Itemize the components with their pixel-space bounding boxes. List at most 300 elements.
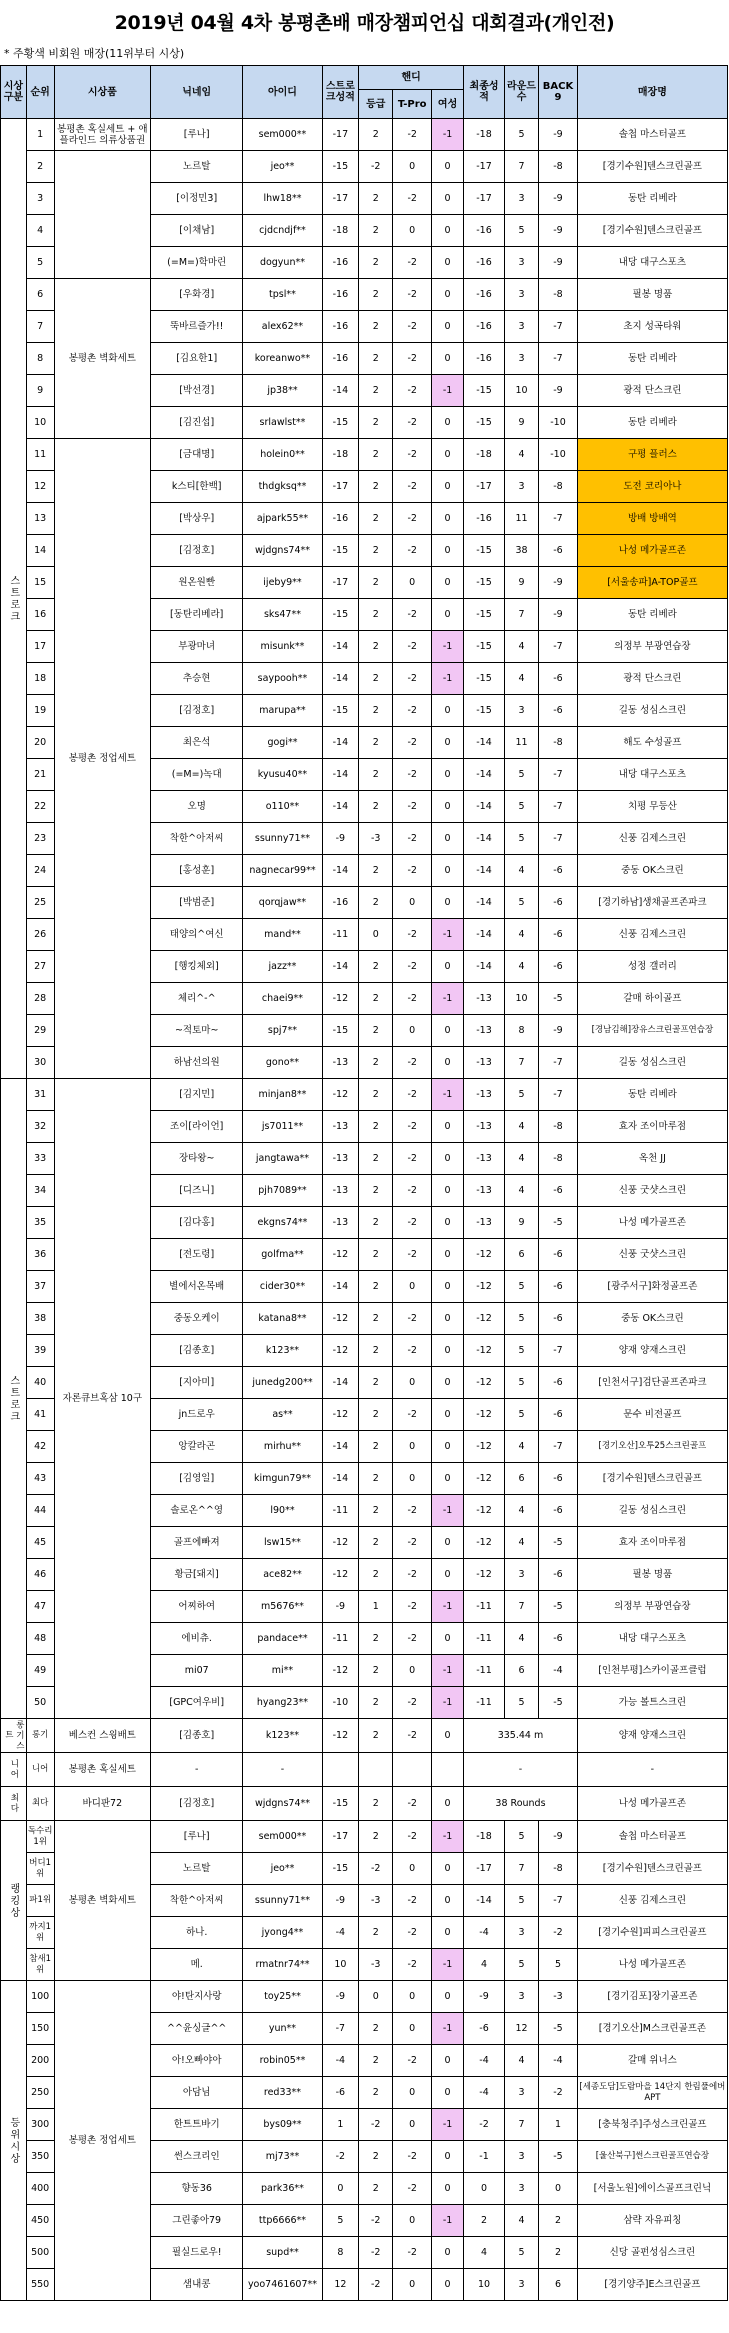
tpro-cell: -2 — [393, 1885, 432, 1917]
round-cell: 4 — [504, 2205, 538, 2237]
rank-cell: 9 — [26, 375, 54, 407]
rank-cell: 24 — [26, 855, 54, 887]
tpro-cell: -2 — [393, 919, 432, 951]
final-cell: -1 — [464, 2141, 505, 2173]
id-cell: sem000** — [243, 1821, 322, 1853]
back9-cell: -9 — [539, 1015, 578, 1047]
female-cell: 0 — [431, 1463, 463, 1495]
final-cell: 2 — [464, 2205, 505, 2237]
store-cell: - — [577, 1753, 727, 1787]
round-cell: 3 — [504, 1917, 538, 1949]
back9-cell: -7 — [539, 1079, 578, 1111]
id-cell: katana8** — [243, 1303, 322, 1335]
tpro-cell: 0 — [393, 215, 432, 247]
tpro-cell: -2 — [393, 375, 432, 407]
tpro-cell: 0 — [393, 567, 432, 599]
store-cell: 삼략 자유피칭 — [577, 2205, 727, 2237]
final-cell: -12 — [464, 1559, 505, 1591]
round-cell: 5 — [504, 1885, 538, 1917]
store-cell: 신풍 김제스크린 — [577, 823, 727, 855]
final-cell: -15 — [464, 535, 505, 567]
nickname-cell: [김요한1] — [151, 343, 243, 375]
tpro-cell: -2 — [393, 823, 432, 855]
rank-cell: 45 — [26, 1527, 54, 1559]
final-cell: -12 — [464, 1527, 505, 1559]
id-cell: spj7** — [243, 1015, 322, 1047]
female-cell: -1 — [431, 2205, 463, 2237]
final-cell: -11 — [464, 1687, 505, 1719]
grade-cell: 2 — [359, 247, 393, 279]
rank-cell: 250 — [26, 2077, 54, 2109]
id-cell: kimgun79** — [243, 1463, 322, 1495]
store-cell: [충북청주]주성스크린골프 — [577, 2109, 727, 2141]
id-cell: ace82** — [243, 1559, 322, 1591]
back9-cell: -8 — [539, 471, 578, 503]
nickname-cell: 조이[라이언] — [151, 1111, 243, 1143]
grade-cell: -2 — [359, 151, 393, 183]
round-cell: 4 — [504, 951, 538, 983]
tpro-cell: 0 — [393, 1853, 432, 1885]
header-female: 여성 — [431, 90, 463, 119]
store-cell: 해도 수성골프 — [577, 727, 727, 759]
store-cell: 신풍 굿샷스크린 — [577, 1175, 727, 1207]
female-cell: 0 — [431, 1047, 463, 1079]
stroke-cell: -7 — [322, 2013, 358, 2045]
tpro-cell: -2 — [393, 1527, 432, 1559]
stroke-cell: -17 — [322, 1821, 358, 1853]
back9-cell: -9 — [539, 375, 578, 407]
nickname-cell: 에비츄. — [151, 1623, 243, 1655]
nickname-cell: 그린좋아79 — [151, 2205, 243, 2237]
tpro-cell: 0 — [393, 2109, 432, 2141]
round-cell: 5 — [504, 823, 538, 855]
nickname-cell: 아!오빠야아 — [151, 2045, 243, 2077]
final-cell: -12 — [464, 1303, 505, 1335]
round-cell: 3 — [504, 2269, 538, 2301]
round-cell: 12 — [504, 2013, 538, 2045]
final-cell: -13 — [464, 1175, 505, 1207]
back9-cell: -9 — [539, 599, 578, 631]
header-back9: BACK 9 — [539, 66, 578, 119]
final-cell: -13 — [464, 1079, 505, 1111]
nickname-cell: 중동오케이 — [151, 1303, 243, 1335]
store-cell: [광주서구]화정골프존 — [577, 1271, 727, 1303]
store-cell: 의정부 부광연습장 — [577, 1591, 727, 1623]
id-cell: cjdcndjf** — [243, 215, 322, 247]
rank-cell: 31 — [26, 1079, 54, 1111]
id-cell: jeo** — [243, 1853, 322, 1885]
back9-cell: -5 — [539, 2013, 578, 2045]
final-cell: -13 — [464, 1143, 505, 1175]
nickname-cell: [이채남] — [151, 215, 243, 247]
tpro-cell: -2 — [393, 983, 432, 1015]
store-cell: 나성 메가골프존 — [577, 1949, 727, 1981]
tpro-cell: -2 — [393, 119, 432, 151]
rank-cell: 32 — [26, 1111, 54, 1143]
prize-cell: 봉평촌 혹실세트 — [54, 1753, 151, 1787]
stroke-cell: -14 — [322, 855, 358, 887]
page-title: 2019년 04월 4차 봉평촌배 매장챔피언십 대회결과(개인전) — [114, 12, 615, 34]
stroke-cell: -12 — [322, 983, 358, 1015]
rank-cell: 11 — [26, 439, 54, 471]
id-cell: m5676** — [243, 1591, 322, 1623]
grade-cell: 2 — [359, 471, 393, 503]
rank-cell: 파1위 — [26, 1885, 54, 1917]
final-cell: -15 — [464, 631, 505, 663]
back9-cell: -6 — [539, 855, 578, 887]
round-cell: 4 — [504, 919, 538, 951]
female-cell: 0 — [431, 951, 463, 983]
final-cell: -12 — [464, 1367, 505, 1399]
nickname-cell: 향동36 — [151, 2173, 243, 2205]
final-cell: -17 — [464, 183, 505, 215]
tpro-cell — [393, 1753, 432, 1787]
round-cell: 11 — [504, 503, 538, 535]
nickname-cell: 장타왕~ — [151, 1143, 243, 1175]
tpro-cell: -2 — [393, 1949, 432, 1981]
tpro-cell: 0 — [393, 1015, 432, 1047]
store-cell: 내당 대구스포츠 — [577, 759, 727, 791]
store-cell: 도전 코리아나 — [577, 471, 727, 503]
grade-cell: 2 — [359, 599, 393, 631]
rank-cell: 43 — [26, 1463, 54, 1495]
store-cell: 갈매 하이골프 — [577, 983, 727, 1015]
back9-cell: -5 — [539, 1687, 578, 1719]
stroke-cell: -15 — [322, 1787, 358, 1821]
grade-cell: 2 — [359, 1079, 393, 1111]
tpro-cell: -2 — [393, 1079, 432, 1111]
store-cell: 옥천 JJ — [577, 1143, 727, 1175]
back9-cell: -5 — [539, 2141, 578, 2173]
stroke-cell: -14 — [322, 375, 358, 407]
grade-cell: 2 — [359, 1559, 393, 1591]
grade-cell: 2 — [359, 1303, 393, 1335]
round-cell: 3 — [504, 343, 538, 375]
stroke-cell: -14 — [322, 1431, 358, 1463]
rank-cell: 7 — [26, 311, 54, 343]
female-cell: 0 — [431, 1175, 463, 1207]
grade-cell: -2 — [359, 2269, 393, 2301]
grade-cell: 0 — [359, 1981, 393, 2013]
final-cell: -17 — [464, 471, 505, 503]
female-cell: 0 — [431, 791, 463, 823]
final-cell: -13 — [464, 1207, 505, 1239]
final-cell: -12 — [464, 1399, 505, 1431]
header-final: 최종성적 — [464, 66, 505, 119]
id-cell: o110** — [243, 791, 322, 823]
back9-cell: -5 — [539, 1527, 578, 1559]
final-cell: -15 — [464, 407, 505, 439]
award-group: 롱기스트 — [1, 1719, 27, 1753]
back9-cell: -6 — [539, 663, 578, 695]
female-cell: 0 — [431, 1239, 463, 1271]
stroke-cell: -13 — [322, 1111, 358, 1143]
tpro-cell: 0 — [393, 2013, 432, 2045]
nickname-cell: 최은석 — [151, 727, 243, 759]
female-cell: -1 — [431, 919, 463, 951]
back9-cell: -7 — [539, 823, 578, 855]
store-cell: 효자 조이마루점 — [577, 1527, 727, 1559]
prize-cell: 봉평촌 정업세트 — [54, 439, 151, 1079]
round-cell: 5 — [504, 1271, 538, 1303]
stroke-cell: -9 — [322, 1885, 358, 1917]
rank-cell: 최다 — [26, 1787, 54, 1821]
tpro-cell: -2 — [393, 855, 432, 887]
id-cell: sks47** — [243, 599, 322, 631]
female-cell: -1 — [431, 2109, 463, 2141]
stroke-cell: -16 — [322, 279, 358, 311]
stroke-cell: 0 — [322, 2173, 358, 2205]
female-cell: 0 — [431, 471, 463, 503]
stroke-cell: -14 — [322, 1271, 358, 1303]
grade-cell: 2 — [359, 1463, 393, 1495]
round-cell: 4 — [504, 1175, 538, 1207]
store-cell: 필봉 명품 — [577, 1559, 727, 1591]
nickname-cell: [동탄리베라] — [151, 599, 243, 631]
nickname-cell: 추승현 — [151, 663, 243, 695]
id-cell: wjdgns74** — [243, 535, 322, 567]
stroke-cell: -4 — [322, 1917, 358, 1949]
rank-cell: 4 — [26, 215, 54, 247]
note-text: * 주황색 비회원 매장(11위부터 시상) — [4, 47, 185, 60]
round-cell: 7 — [504, 1853, 538, 1885]
grade-cell — [359, 1753, 393, 1787]
female-cell: 0 — [431, 535, 463, 567]
nickname-cell: 한트트바기 — [151, 2109, 243, 2141]
final-cell: -14 — [464, 791, 505, 823]
nickname-cell: [김진섭] — [151, 407, 243, 439]
id-cell: cider30** — [243, 1271, 322, 1303]
tpro-cell: -2 — [393, 439, 432, 471]
tpro-cell: -2 — [393, 2045, 432, 2077]
award-group: 니어 — [1, 1753, 27, 1787]
stroke-cell: 10 — [322, 1949, 358, 1981]
grade-cell: 2 — [359, 1271, 393, 1303]
nickname-cell: jn드로우 — [151, 1399, 243, 1431]
stroke-cell: -12 — [322, 1655, 358, 1687]
store-cell: 길동 성심스크린 — [577, 695, 727, 727]
nickname-cell: [김정호] — [151, 535, 243, 567]
back9-cell: -8 — [539, 151, 578, 183]
store-cell: 문수 비전골프 — [577, 1399, 727, 1431]
round-cell: 7 — [504, 2109, 538, 2141]
nickname-cell: [박선경] — [151, 375, 243, 407]
prize-cell: 봉평촌 정업세트 — [54, 1981, 151, 2301]
stroke-cell: -15 — [322, 1853, 358, 1885]
rank-cell: 350 — [26, 2141, 54, 2173]
nickname-cell: k스티[한백] — [151, 471, 243, 503]
grade-cell: -3 — [359, 823, 393, 855]
round-cell: 10 — [504, 983, 538, 1015]
round-cell: 9 — [504, 1207, 538, 1239]
tpro-cell: -2 — [393, 503, 432, 535]
female-cell: 0 — [431, 2173, 463, 2205]
back9-cell: 1 — [539, 2109, 578, 2141]
nickname-cell: [박상우] — [151, 503, 243, 535]
rank-cell: 1 — [26, 119, 54, 151]
id-cell: hyang23** — [243, 1687, 322, 1719]
back9-cell: -7 — [539, 1335, 578, 1367]
grade-cell: 2 — [359, 407, 393, 439]
round-cell: 10 — [504, 375, 538, 407]
rank-cell: 8 — [26, 343, 54, 375]
back9-cell: -5 — [539, 1591, 578, 1623]
rank-cell: 36 — [26, 1239, 54, 1271]
store-cell: 치평 무등산 — [577, 791, 727, 823]
rank-cell: 니어 — [26, 1753, 54, 1787]
final-cell: -16 — [464, 311, 505, 343]
round-cell: 3 — [504, 279, 538, 311]
store-cell: 성정 갤러리 — [577, 951, 727, 983]
back9-cell: -6 — [539, 1367, 578, 1399]
grade-cell: 2 — [359, 2045, 393, 2077]
store-cell: [경기수원]텐스크린골프 — [577, 215, 727, 247]
stroke-cell: -16 — [322, 887, 358, 919]
id-cell: mand** — [243, 919, 322, 951]
stroke-cell: -16 — [322, 247, 358, 279]
grade-cell: -2 — [359, 2109, 393, 2141]
tpro-cell: -2 — [393, 1821, 432, 1853]
nickname-cell: 아담님 — [151, 2077, 243, 2109]
female-cell: 0 — [431, 2045, 463, 2077]
stroke-cell: -12 — [322, 1719, 358, 1753]
nickname-cell: (=M=)녹대 — [151, 759, 243, 791]
round-cell: 5 — [504, 1335, 538, 1367]
round-cell: 3 — [504, 471, 538, 503]
back9-cell: -9 — [539, 119, 578, 151]
grade-cell: 2 — [359, 215, 393, 247]
rank-cell: 참새1위 — [26, 1949, 54, 1981]
back9-cell: -6 — [539, 1495, 578, 1527]
final-cell: -12 — [464, 1271, 505, 1303]
rank-cell: 18 — [26, 663, 54, 695]
tpro-cell: -2 — [393, 247, 432, 279]
nickname-cell: [김지민] — [151, 1079, 243, 1111]
stroke-cell: -15 — [322, 695, 358, 727]
tpro-cell: 0 — [393, 2269, 432, 2301]
tpro-cell: -2 — [393, 1207, 432, 1239]
rank-cell: 17 — [26, 631, 54, 663]
grade-cell: 2 — [359, 887, 393, 919]
back9-cell: -8 — [539, 279, 578, 311]
back9-cell: -6 — [539, 919, 578, 951]
stroke-cell: -15 — [322, 151, 358, 183]
round-cell: 38 — [504, 535, 538, 567]
round-cell: 5 — [504, 791, 538, 823]
female-cell: 0 — [431, 2141, 463, 2173]
id-cell: mj73** — [243, 2141, 322, 2173]
tpro-cell: -2 — [393, 759, 432, 791]
stroke-cell: -4 — [322, 2045, 358, 2077]
final-cell: -2 — [464, 2109, 505, 2141]
back9-cell: -7 — [539, 759, 578, 791]
female-cell: 0 — [431, 1787, 463, 1821]
nickname-cell: 오명 — [151, 791, 243, 823]
grade-cell: 2 — [359, 1655, 393, 1687]
id-cell: alex62** — [243, 311, 322, 343]
store-cell: 길동 성심스크린 — [577, 1495, 727, 1527]
tpro-cell: 0 — [393, 1431, 432, 1463]
female-cell: 0 — [431, 1143, 463, 1175]
stroke-cell: -13 — [322, 1207, 358, 1239]
id-cell: lsw15** — [243, 1527, 322, 1559]
nickname-cell: [김종호] — [151, 1719, 243, 1753]
table-row — [1, 1981, 728, 2013]
female-cell: -1 — [431, 1687, 463, 1719]
nickname-cell: 노르탈 — [151, 151, 243, 183]
back9-cell: -9 — [539, 247, 578, 279]
stroke-cell: -17 — [322, 183, 358, 215]
rank-cell: 23 — [26, 823, 54, 855]
round-cell: 3 — [504, 2141, 538, 2173]
back9-cell: -6 — [539, 1399, 578, 1431]
store-cell: [서울노원]에이스골프크린닉 — [577, 2173, 727, 2205]
rank-cell: 3 — [26, 183, 54, 215]
final-cell: -14 — [464, 1885, 505, 1917]
grade-cell: 2 — [359, 375, 393, 407]
grade-cell: 2 — [359, 183, 393, 215]
id-cell: dogyun** — [243, 247, 322, 279]
grade-cell: 2 — [359, 1175, 393, 1207]
store-cell: 중동 OK스크린 — [577, 855, 727, 887]
stroke-cell: -10 — [322, 1687, 358, 1719]
back9-cell: -6 — [539, 695, 578, 727]
final-cell: -16 — [464, 215, 505, 247]
round-cell: 11 — [504, 727, 538, 759]
grade-cell: 2 — [359, 663, 393, 695]
grade-cell: 2 — [359, 1687, 393, 1719]
round-cell: 7 — [504, 151, 538, 183]
rank-cell: 5 — [26, 247, 54, 279]
id-cell: ssunny71** — [243, 823, 322, 855]
table-row — [1, 279, 728, 311]
nickname-cell: 태양의^여신 — [151, 919, 243, 951]
grade-cell: 2 — [359, 1821, 393, 1853]
final-cell: -15 — [464, 695, 505, 727]
back9-cell: -9 — [539, 183, 578, 215]
id-cell: srlawlst** — [243, 407, 322, 439]
tpro-cell: 0 — [393, 1463, 432, 1495]
back9-cell: -6 — [539, 1623, 578, 1655]
stroke-cell: -13 — [322, 1143, 358, 1175]
final-cell: -4 — [464, 2077, 505, 2109]
header-grade: 등급 — [359, 90, 393, 119]
back9-cell: -6 — [539, 1239, 578, 1271]
id-cell: rmatnr74** — [243, 1949, 322, 1981]
store-cell: 나성 메가골프존 — [577, 1207, 727, 1239]
back9-cell: -7 — [539, 631, 578, 663]
id-cell: supd** — [243, 2237, 322, 2269]
table-row — [1, 151, 728, 183]
store-cell: 초지 성곡타워 — [577, 311, 727, 343]
store-cell: 길동 성심스크린 — [577, 1047, 727, 1079]
nickname-cell: 샘내콩 — [151, 2269, 243, 2301]
id-cell: nagnecar99** — [243, 855, 322, 887]
table-row — [1, 1719, 728, 1753]
rank-cell: 까지1위 — [26, 1917, 54, 1949]
round-cell: 5 — [504, 1303, 538, 1335]
round-cell: 7 — [504, 599, 538, 631]
prize-cell: 베스컨 스윙배트 — [54, 1719, 151, 1753]
grade-cell: 2 — [359, 1495, 393, 1527]
store-cell: [인천부평]스카이골프클럽 — [577, 1655, 727, 1687]
stroke-cell: -12 — [322, 1335, 358, 1367]
grade-cell: 0 — [359, 919, 393, 951]
tpro-cell: -2 — [393, 1239, 432, 1271]
final-cell: -14 — [464, 823, 505, 855]
store-cell: 나성 메가골프존 — [577, 1787, 727, 1821]
final-cell: -17 — [464, 1853, 505, 1885]
